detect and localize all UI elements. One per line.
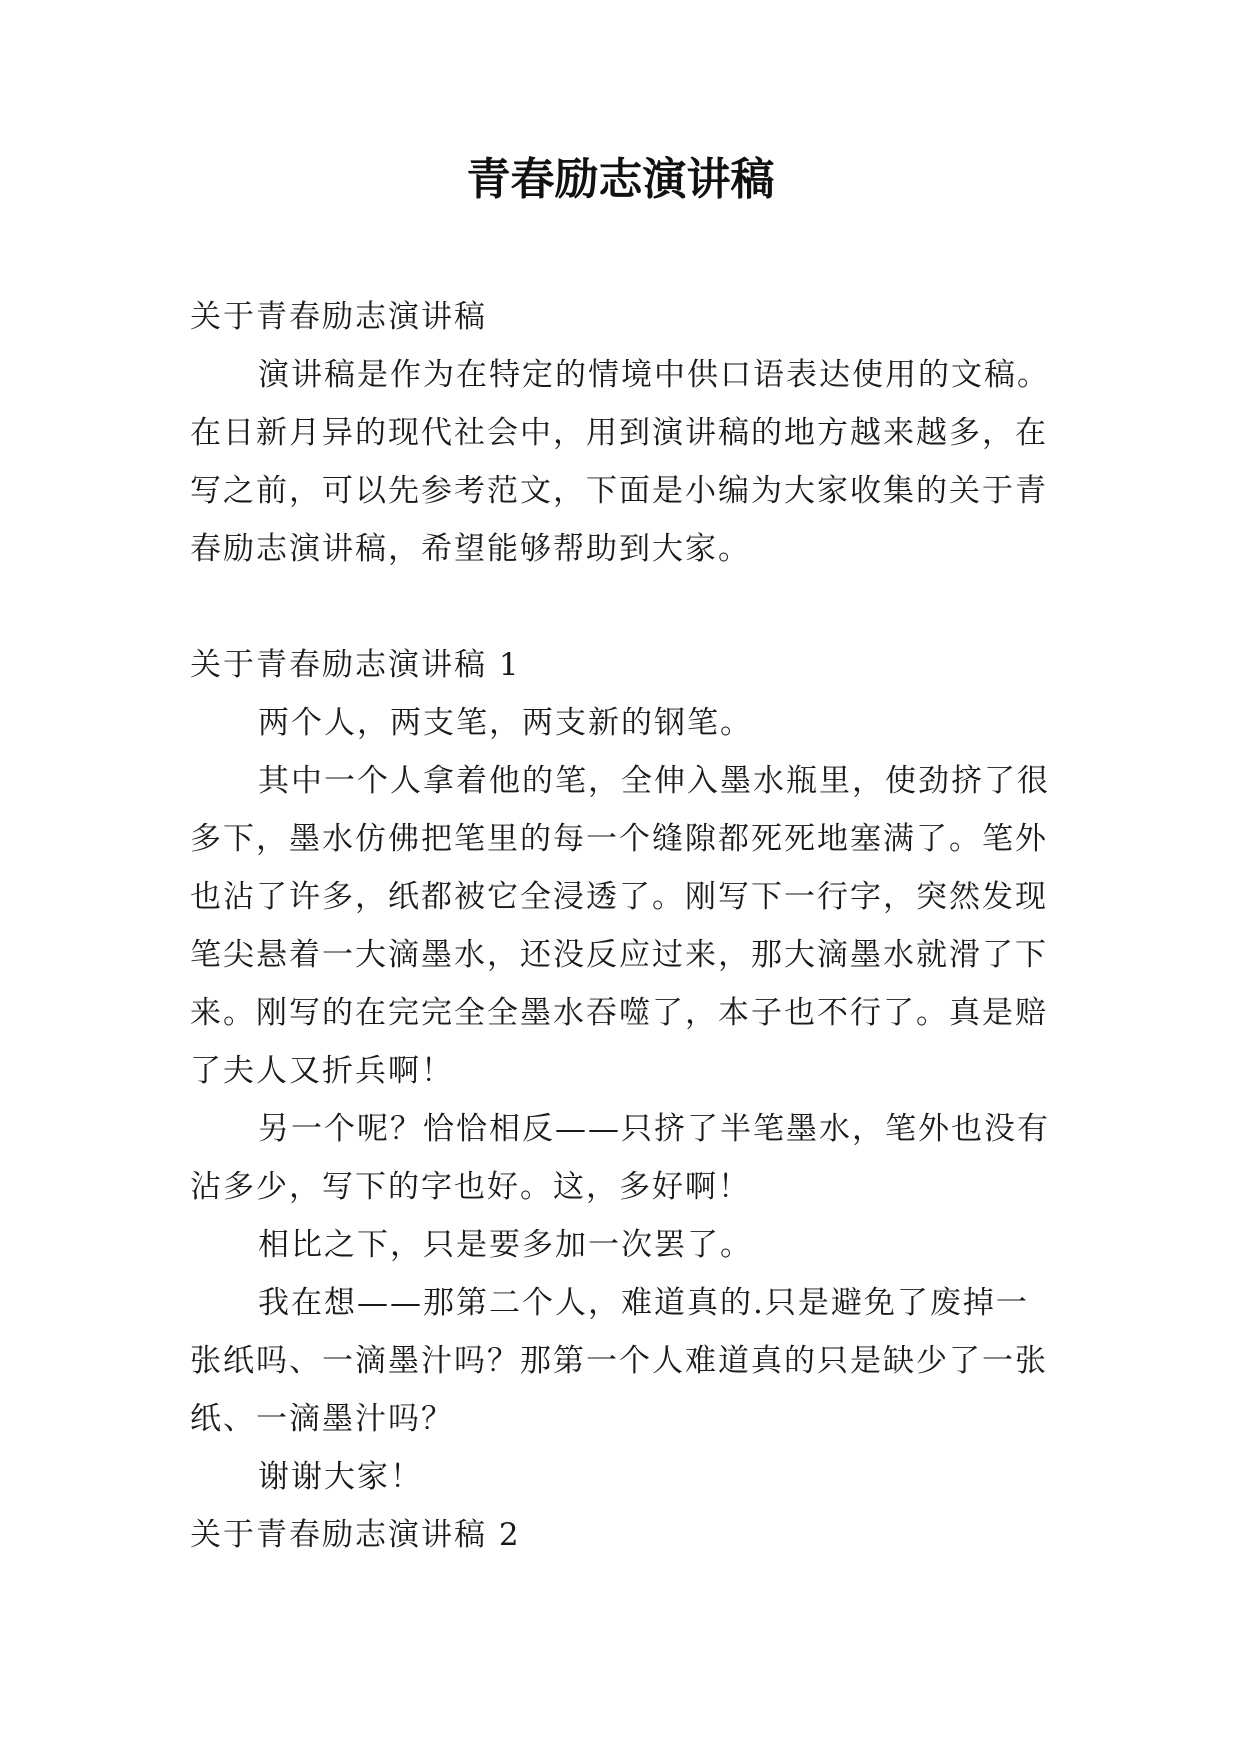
paragraph-line: 相比之下，只是要多加一次罢了。: [258, 1227, 753, 1263]
paragraph-line: 我在想——那第二个人，难道真的.只是避免了废掉一: [258, 1285, 1029, 1321]
paragraph-line: 另一个呢？恰恰相反——只挤了半笔墨水，笔外也没有: [258, 1111, 1050, 1147]
paragraph-line: 在日新月异的现代社会中，用到演讲稿的地方越来越多，在: [190, 415, 1048, 451]
paragraph-line: 也沾了许多，纸都被它全浸透了。刚写下一行字，突然发现: [190, 879, 1048, 915]
paragraph-line: 笔尖悬着一大滴墨水，还没反应过来，那大滴墨水就滑了下: [190, 937, 1048, 973]
paragraph-line: 春励志演讲稿，希望能够帮助到大家。: [190, 531, 751, 567]
paragraph-line: 谢谢大家！: [258, 1459, 423, 1495]
paragraph-line: 来。刚写的在完完全全墨水吞噬了，本子也不行了。真是赔: [190, 995, 1048, 1031]
paragraph-line: 其中一个人拿着他的笔，全伸入墨水瓶里，使劲挤了很: [258, 763, 1050, 799]
section-heading: 关于青春励志演讲稿 2: [190, 1517, 521, 1553]
document-title: 青春励志演讲稿: [466, 154, 775, 205]
paragraph-line: 沾多少，写下的字也好。这，多好啊！: [190, 1169, 751, 1205]
paragraph-line: 写之前，可以先参考范文，下面是小编为大家收集的关于青: [190, 473, 1048, 509]
document-body: [190, 288, 1060, 1564]
paragraph-line: 两个人，两支笔，两支新的钢笔。: [258, 705, 753, 741]
paragraph-line: 张纸吗、一滴墨汁吗？那第一个人难道真的只是缺少了一张: [190, 1343, 1048, 1379]
paragraph-line: 纸、一滴墨汁吗？: [190, 1401, 454, 1437]
paragraph-line: 了夫人又折兵啊！: [190, 1053, 454, 1089]
paragraph-line: 演讲稿是作为在特定的情境中供口语表达使用的文稿。: [258, 357, 1050, 393]
section-heading: 关于青春励志演讲稿: [190, 299, 487, 335]
section-heading: 关于青春励志演讲稿 1: [190, 647, 521, 683]
paragraph-line: 多下，墨水仿佛把笔里的每一个缝隙都死死地塞满了。笔外: [190, 821, 1048, 857]
